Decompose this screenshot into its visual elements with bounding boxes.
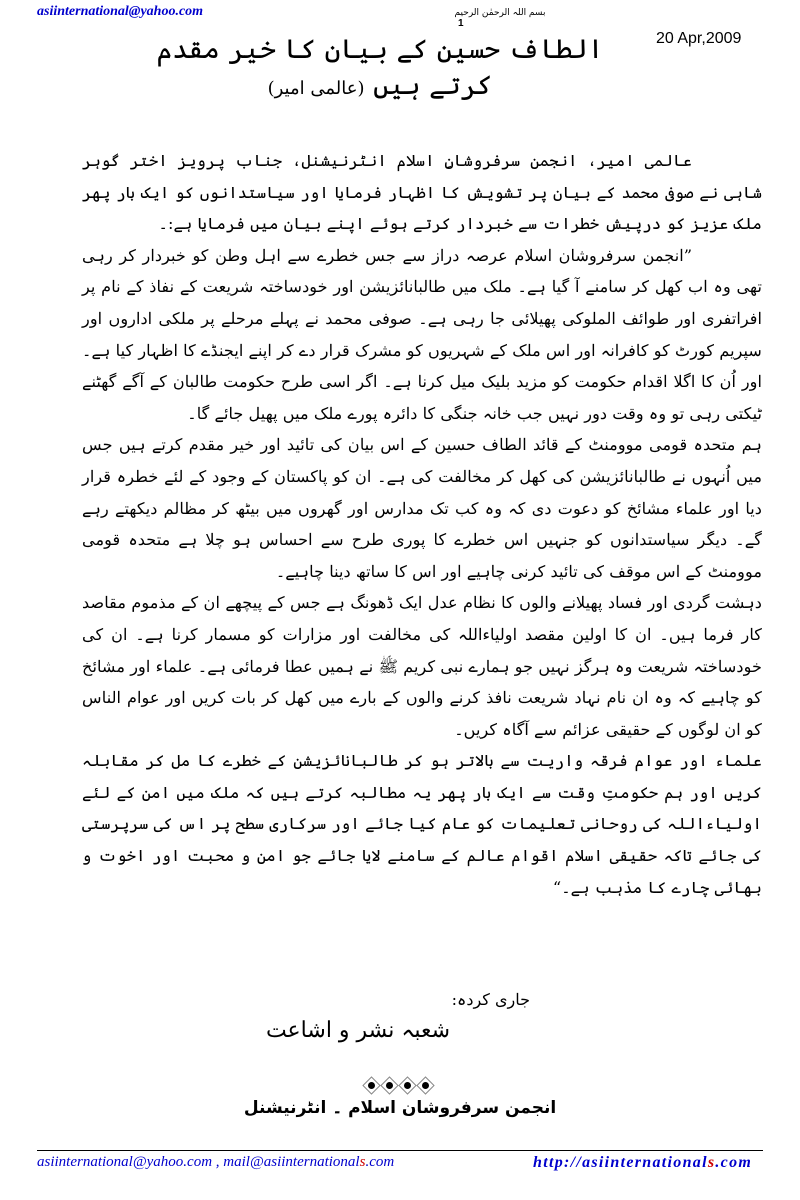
paragraph: ہم متحدہ قومی موومنٹ کے قائد الطاف حسین کے اس بیان کی تائید اور خیر مقدم کرتے ہیں جس میں اُنہوں نے طالبانائزیشن کی کھل کر مخالفت کی ہے۔ ان کو پاکستان کے وجود کے لئے خطرہ قرار دیا اور علماء مشائخ کو دعوت دی کہ وہ کب تک مدارس اور گھروں میں بیٹھ کر مظالم دیکھتے رہے گے۔ دیگر سیاستدانوں کو جنہیں اس خطرے کا پوری طرح سے احساس ہو چلا ہے متحدہ قومی موومنٹ کے اس موقف کی تائید کرنی چاہیے اور اس کا ساتھ دینا چاہیے۔ (82, 435, 762, 581)
title-text: الطاف حسین کے بیان کا خیر مقدم کرتے ہیں (156, 34, 604, 101)
paragraph: دہشت گردی اور فساد پھیلانے والوں کا نظام عدل ایک ڈھونگ ہے جس کے پیچھے ان کے مذموم مقاصد کار فرما ہیں۔ ان کا اولین مقصد اولیاءاللہ کی مخالفت اور مزارات کو مسمار کرنا ہے۔ ان کی خودساختہ شریعت وہ ہرگز نہیں جو ہمارے نبی کریم ﷺ نے ہمیں عطا فرمائی ہے۔ علماء اور مشائخ کو چاہیے کہ وہ ان نام نہاد شریعت نافذ کرنے والوں کے بارے میں کھل کر بات کریں اور عوام الناس کو ان لوگوں کے حقیقی عزائم سے آگاہ کریں۔ (82, 593, 762, 739)
footer-divider (37, 1150, 763, 1151)
footer-url-highlight: s (707, 1154, 716, 1171)
footer-emails-suffix: .com (365, 1154, 395, 1170)
page-number: 1 (458, 18, 464, 29)
footer-url-suffix: .com (715, 1154, 753, 1171)
footer-emails-prefix: asiinternational@yahoo.com , mail@asiinternational (37, 1154, 360, 1170)
bismillah: بسم اللہ الرحمٰن الرحیم (454, 8, 546, 18)
page-title (140, 32, 620, 107)
header-email[interactable]: asiinternational@yahoo.com (37, 4, 204, 19)
footer-url-prefix: http://asiinternational (533, 1154, 708, 1171)
star-ornament-icon (418, 1078, 433, 1093)
footer-emails-highlight: s (359, 1154, 366, 1170)
star-ornament-icon (382, 1078, 397, 1093)
organization-name: انجمن سرفروشان اسلام ۔ انٹرنیشنل (243, 1098, 557, 1118)
issued-by-label: جاری کردہ: (451, 990, 530, 1009)
footer-emails[interactable] (37, 1154, 394, 1171)
paragraph: علماء اور عوام فرقہ واریت سے بالاتر ہو کر طالبانائزیشن کے خطرے کا مل کر مقابلہ کریں اور ہم حکومتِ وقت سے ایک بار پھر یہ مطالبہ کرتے ہیں کہ ملک میں امن کے لئے اولیاءاللہ کی روحانی تعلیمات کو عام کیا جائے اور سرکاری سطح پر اس کی سرپرستی کی جائے تاکہ حقیقی اسلام اقوام عالم کے سامنے لایا جائے جو امن و محبت اور اخوت و بھائی چارے کا مذہب ہے۔“ (82, 751, 762, 897)
star-ornament-icon (400, 1078, 415, 1093)
title-attribution: (عالمی امیر) (267, 78, 365, 99)
ornament-divider (364, 1078, 433, 1093)
paragraph: عالمی امیر، انجمن سرفروشانِ اسلام انٹرنیشنل، جناب پرویز اختر گوہر شاہی نے صوفی محمد کے بیان پر تشویش کا اظہار فرمایا اور سیاستدانوں کو ایک بار پھر ملک عزیز کو درپیش خطرات سے خبردار کرتے ہوئے اپنے بیان میں فرمایا ہے:۔ (82, 151, 762, 234)
star-ornament-icon (364, 1078, 379, 1093)
article-body (82, 145, 762, 903)
footer-url-link[interactable] (533, 1154, 752, 1172)
department-signature: شعبہ نشر و اشاعت (265, 1018, 450, 1043)
date: 20 Apr,2009 (656, 30, 742, 47)
paragraph: ”انجمن سرفروشان اسلام عرصہ دراز سے جس خطرے سے اہل وطن کو خبردار کر رہی تھی وہ اب کھل کر سامنے آ گیا ہے۔ ملک میں طالبانائزیشن اور خودساختہ شریعت کے نفاذ کے نام پر افراتفری اور طوائف الملوکی پھیلائی جا رہی ہے۔ صوفی محمد نے پہلے مرحلے پر ملکی اداروں اور سپریم کورٹ کو کافرانہ اور اس ملک کے شہریوں کو مشرک قرار دے کر اپنے ایجنڈے کا اظہار کیا ہے۔ اور اُن کا اگلا اقدام حکومت کو مزید بلیک میل کرنا ہے۔ اگر اسی طرح حکومت طالبان کے آگے گھٹنے ٹیکتی رہی تو وہ وقت دور نہیں جب خانہ جنگی کا دائرہ پورے ملک میں پھیل جائے گا۔ (82, 245, 762, 423)
